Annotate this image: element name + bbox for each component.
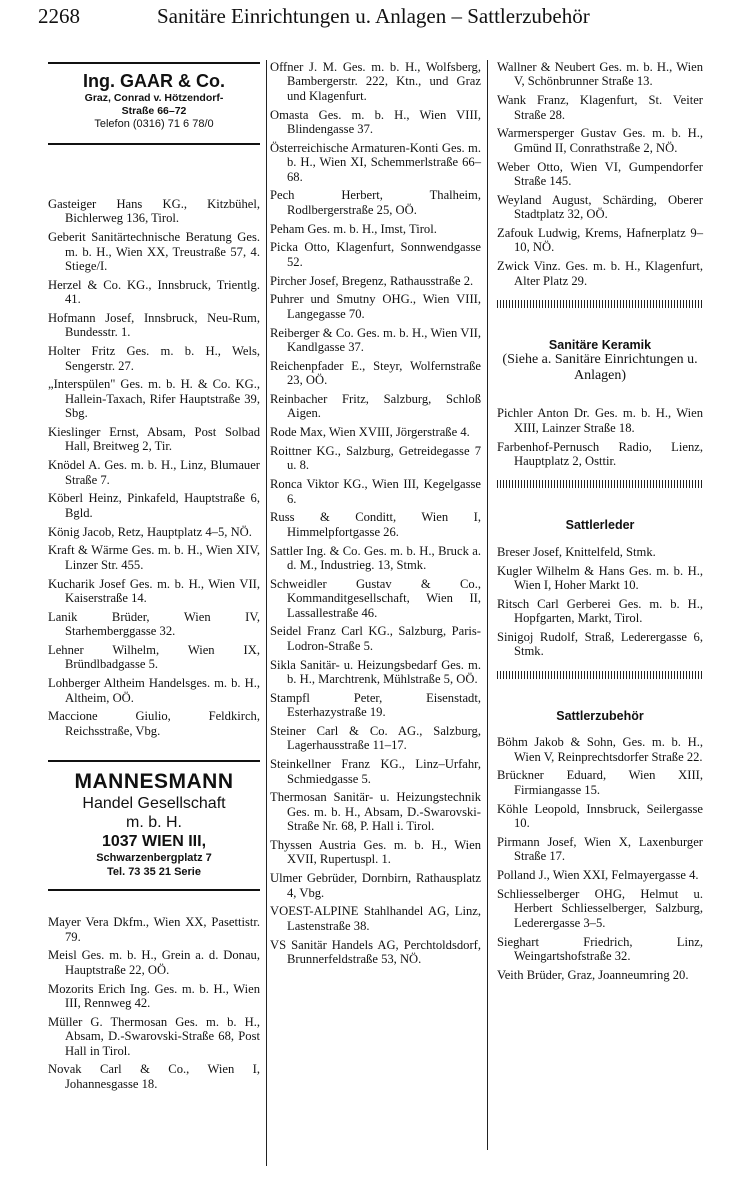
- directory-entry: Weyland August, Schärding, Oberer Stadtplatz 32, OÖ.: [497, 192, 703, 222]
- directory-entry: Sieghart Friedrich, Linz, Weingartshofstraße 32.: [497, 934, 703, 963]
- directory-entry: Ronca Viktor KG., Wien III, Kegelgasse 6.: [270, 477, 481, 506]
- ad-address-line: Straße 66–72: [121, 105, 187, 117]
- directory-entry: Knödel A. Ges. m. b. H., Linz, Blumauer Straße 7.: [48, 458, 260, 487]
- directory-entry: Warmersperger Gustav Ges. m. b. H., Gmünd II, Conrathstraße 2, NÖ.: [497, 126, 703, 155]
- ad-company-name: Ing. GAAR & Co.: [83, 71, 225, 91]
- column-divider: [266, 60, 267, 1166]
- directory-entry: „Interspülen" Ges. m. b. H. & Co. KG., Hallein-Taxach, Rifer Hauptstraße 39, Sbg.: [48, 377, 260, 421]
- listing-group: [48, 197, 260, 738]
- directory-entry: Gasteiger Hans KG., Kitzbühel, Bichlerweg 136, Tirol.: [48, 197, 260, 226]
- ad-line: Handel Gesellschaft: [82, 795, 226, 813]
- directory-entry: Geberit Sanitärtechnische Beratung Ges. m. b. H., Wien XX, Treustraße 57, 4. Stiege/I.: [48, 230, 260, 274]
- page-number: 2268: [38, 4, 80, 28]
- directory-entry: Sinigoj Rudolf, Straß, Lederergasse 6, Stmk.: [497, 630, 703, 659]
- listing-group: [497, 406, 703, 468]
- page-title: Sanitäre Einrichtungen u. Anlagen – Sattlerzubehör: [157, 4, 590, 28]
- directory-entry: Brückner Eduard, Wien XIII, Firmiangasse 15.: [497, 768, 703, 797]
- directory-entry: Mayer Vera Dkfm., Wien XX, Pasettistr. 79.: [48, 915, 260, 944]
- directory-entry: VOEST-ALPINE Stahlhandel AG, Linz, Lastenstraße 38.: [270, 904, 481, 933]
- ad-phone: Telefon (0316) 71 6 78/0: [94, 118, 214, 130]
- directory-entry: Polland J., Wien XXI, Felmayergasse 4.: [497, 868, 699, 883]
- directory-entry: Pircher Josef, Bregenz, Rathausstraße 2.: [270, 273, 474, 288]
- directory-entry: Herzel & Co. KG., Innsbruck, Trientlg. 41.: [48, 277, 260, 307]
- directory-entry: Schliesselberger OHG, Helmut u. Herbert Schliesselberger, Salzburg, Lederergasse 3–5.: [497, 886, 703, 930]
- directory-entry: Lanik Brüder, Wien IV, Starhemberggasse 32.: [48, 609, 260, 639]
- directory-entry: Steiner Carl & Co. AG., Salzburg, Lagerhausstraße 11–17.: [270, 724, 481, 753]
- directory-entry: Stampfl Peter, Eisenstadt, Esterhazystraße 19.: [270, 690, 481, 720]
- directory-entry: Thyssen Austria Ges. m. b. H., Wien XVII, Rupertuspl. 1.: [270, 838, 481, 867]
- section-separator: [497, 480, 703, 488]
- directory-entry: Holter Fritz Ges. m. b. H., Wels, Sengerstr. 27.: [48, 344, 260, 373]
- directory-entry: Ritsch Carl Gerberei Ges. m. b. H., Hopfgarten, Markt, Tirol.: [497, 596, 703, 626]
- directory-entry: Köberl Heinz, Pinkafeld, Hauptstraße 6, Bgld.: [48, 491, 260, 520]
- directory-entry: Steinkellner Franz KG., Linz–Urfahr, Schmiedgasse 5.: [270, 757, 481, 786]
- directory-entry: Veith Brüder, Graz, Joanneumring 20.: [497, 967, 689, 982]
- directory-entry: Weber Otto, Wien VI, Gumpendorfer Straße 145.: [497, 159, 703, 189]
- directory-entry: Schweidler Gustav & Co., Kommanditgesellschaft, Wien II, Lassallestraße 46.: [270, 576, 481, 620]
- ad-address-line: Graz, Conrad v. Hötzendorf-: [84, 92, 224, 104]
- directory-entry: Sattler Ing. & Co. Ges. m. b. H., Bruck a. d. M., Industrieg. 13, Stmk.: [270, 543, 481, 573]
- directory-entry: Sikla Sanitär- u. Heizungsbedarf Ges. m. b. H., Marchtrenk, Mühlstraße 5, OÖ.: [270, 657, 481, 687]
- directory-entry: Pech Herbert, Thalheim, Rodlbergerstraße 25, OÖ.: [270, 188, 481, 217]
- section-heading-keramik: Sanitäre Keramik: [548, 338, 652, 353]
- listing-group: [48, 915, 260, 1091]
- directory-entry: Kraft & Wärme Ges. m. b. H., Wien XIV, Linzer Str. 455.: [48, 543, 260, 572]
- directory-entry: Omasta Ges. m. b. H., Wien VIII, Blindengasse 37.: [270, 107, 481, 137]
- directory-entry: Rode Max, Wien XVIII, Jörgerstraße 4.: [270, 425, 470, 440]
- column-1: [48, 60, 260, 1096]
- directory-entry: Kugler Wilhelm & Hans Ges. m. b. H., Wien I, Hoher Markt 10.: [497, 563, 703, 593]
- section-heading-sattlerzubehoer: Sattlerzubehör: [556, 708, 644, 723]
- ad-phone: Tel. 73 35 21 Serie: [107, 866, 201, 879]
- directory-entry: Lohberger Altheim Handelsges. m. b. H., Altheim, OÖ.: [48, 676, 260, 705]
- directory-entry: Breser Josef, Knittelfeld, Stmk.: [497, 544, 656, 559]
- directory-entry: Russ & Conditt, Wien I, Himmelpfortgasse 26.: [270, 510, 481, 539]
- directory-entry: Österreichische Armaturen-Konti Ges. m. b. H., Wien XI, Schemmerlstraße 66–68.: [270, 140, 481, 184]
- directory-entry: Meisl Ges. m. b. H., Grein a. d. Donau, Hauptstraße 22, OÖ.: [48, 948, 260, 977]
- directory-entry: Picka Otto, Klagenfurt, Sonnwendgasse 52.: [270, 240, 481, 269]
- ad-line: 1037 WIEN III,: [101, 833, 207, 851]
- directory-entry: Zwick Vinz. Ges. m. b. H., Klagenfurt, Alter Platz 29.: [497, 259, 703, 288]
- directory-entry: Müller G. Thermosan Ges. m. b. H., Absam, D.-Swarovski-Straße 68, Post Hall in Tirol.: [48, 1014, 260, 1058]
- directory-entry: Reiberger & Co. Ges. m. b. H., Wien VII, Kandlgasse 37.: [270, 325, 481, 355]
- ad-company-name: MANNESMANN: [74, 770, 234, 794]
- directory-entry: Thermosan Sanitär- u. Heizungstechnik Ges. m. b. H., Absam, D.-Swarovski-Straße Nr. 68, P. Hall i. Tirol.: [270, 790, 481, 834]
- column-divider: [487, 60, 488, 1150]
- section-separator: [497, 300, 703, 308]
- ad-address-line: Schwarzenbergplatz 7: [96, 852, 212, 865]
- directory-entry: Ulmer Gebrüder, Dornbirn, Rathausplatz 4, Vbg.: [270, 871, 481, 900]
- advertisement-mannesmann: [48, 760, 260, 891]
- column-2: [270, 60, 481, 971]
- directory-entry: Pirmann Josef, Wien X, Laxenburger Straße 17.: [497, 834, 703, 864]
- section-subheading: (Siehe a. Sanitäre Einrichtungen u. Anlagen): [502, 352, 698, 384]
- directory-entry: Lehner Wilhelm, Wien IX, Bründlbadgasse 5.: [48, 643, 260, 672]
- directory-entry: Puhrer und Smutny OHG., Wien VIII, Langegasse 70.: [270, 292, 481, 321]
- directory-entry: Pichler Anton Dr. Ges. m. b. H., Wien XIII, Lainzer Straße 18.: [497, 406, 703, 435]
- directory-entry: Reichenpfader E., Steyr, Wolfernstraße 23, OÖ.: [270, 358, 481, 388]
- section-heading-sattlerleder: Sattlerleder: [565, 518, 635, 533]
- listing-group: [497, 545, 703, 659]
- directory-entry: Maccione Giulio, Feldkirch, Reichsstraße, Vbg.: [48, 709, 260, 738]
- listing-group: [270, 60, 481, 967]
- directory-entry: Mozorits Erich Ing. Ges. m. b. H., Wien III, Rennweg 42.: [48, 981, 260, 1011]
- directory-entry: Zafouk Ludwig, Krems, Hafnerplatz 9–10, NÖ.: [497, 226, 703, 255]
- directory-entry: Böhm Jakob & Sohn, Ges. m. b. H., Wien V, Reinprechtsdorfer Straße 22.: [497, 735, 703, 764]
- column-3: [497, 60, 703, 987]
- directory-entry: Kucharik Josef Ges. m. b. H., Wien VII, Kaiserstraße 14.: [48, 576, 260, 606]
- directory-entry: Kieslinger Ernst, Absam, Post Solbad Hall, Breitweg 2, Tir.: [48, 425, 260, 454]
- directory-entry: VS Sanitär Handels AG, Perchtoldsdorf, Brunnerfeldstraße 53, NÖ.: [270, 937, 481, 967]
- directory-entry: König Jacob, Retz, Hauptplatz 4–5, NÖ.: [48, 524, 252, 539]
- directory-entry: Novak Carl & Co., Wien I, Johannesgasse 18.: [48, 1062, 260, 1091]
- directory-entry: Roittner KG., Salzburg, Getreidegasse 7 u. 8.: [270, 444, 481, 473]
- directory-entry: Hofmann Josef, Innsbruck, Neu-Rum, Bundesstr. 1.: [48, 311, 260, 340]
- directory-entry: Wallner & Neubert Ges. m. b. H., Wien V, Schönbrunner Straße 13.: [497, 60, 703, 89]
- directory-entry: Seidel Franz Carl KG., Salzburg, Paris-Lodron-Straße 5.: [270, 624, 481, 653]
- directory-entry: Peham Ges. m. b. H., Imst, Tirol.: [270, 221, 437, 236]
- advertisement-gaar: [48, 62, 260, 145]
- listing-group: [497, 735, 703, 982]
- directory-entry: Wank Franz, Klagenfurt, St. Veiter Straße 28.: [497, 93, 703, 122]
- directory-entry: Offner J. M. Ges. m. b. H., Wolfsberg, Bambergerstr. 222, Ktn., und Graz und Klagenfurt.: [270, 60, 481, 103]
- directory-entry: Köhle Leopold, Innsbruck, Seilergasse 10.: [497, 801, 703, 831]
- listing-group: [497, 60, 703, 288]
- ad-line: m. b. H.: [125, 814, 182, 832]
- directory-entry: Farbenhof-Pernusch Radio, Lienz, Hauptplatz 2, Osttir.: [497, 439, 703, 469]
- section-separator: [497, 671, 703, 679]
- directory-entry: Reinbacher Fritz, Salzburg, Schloß Aigen.: [270, 392, 481, 421]
